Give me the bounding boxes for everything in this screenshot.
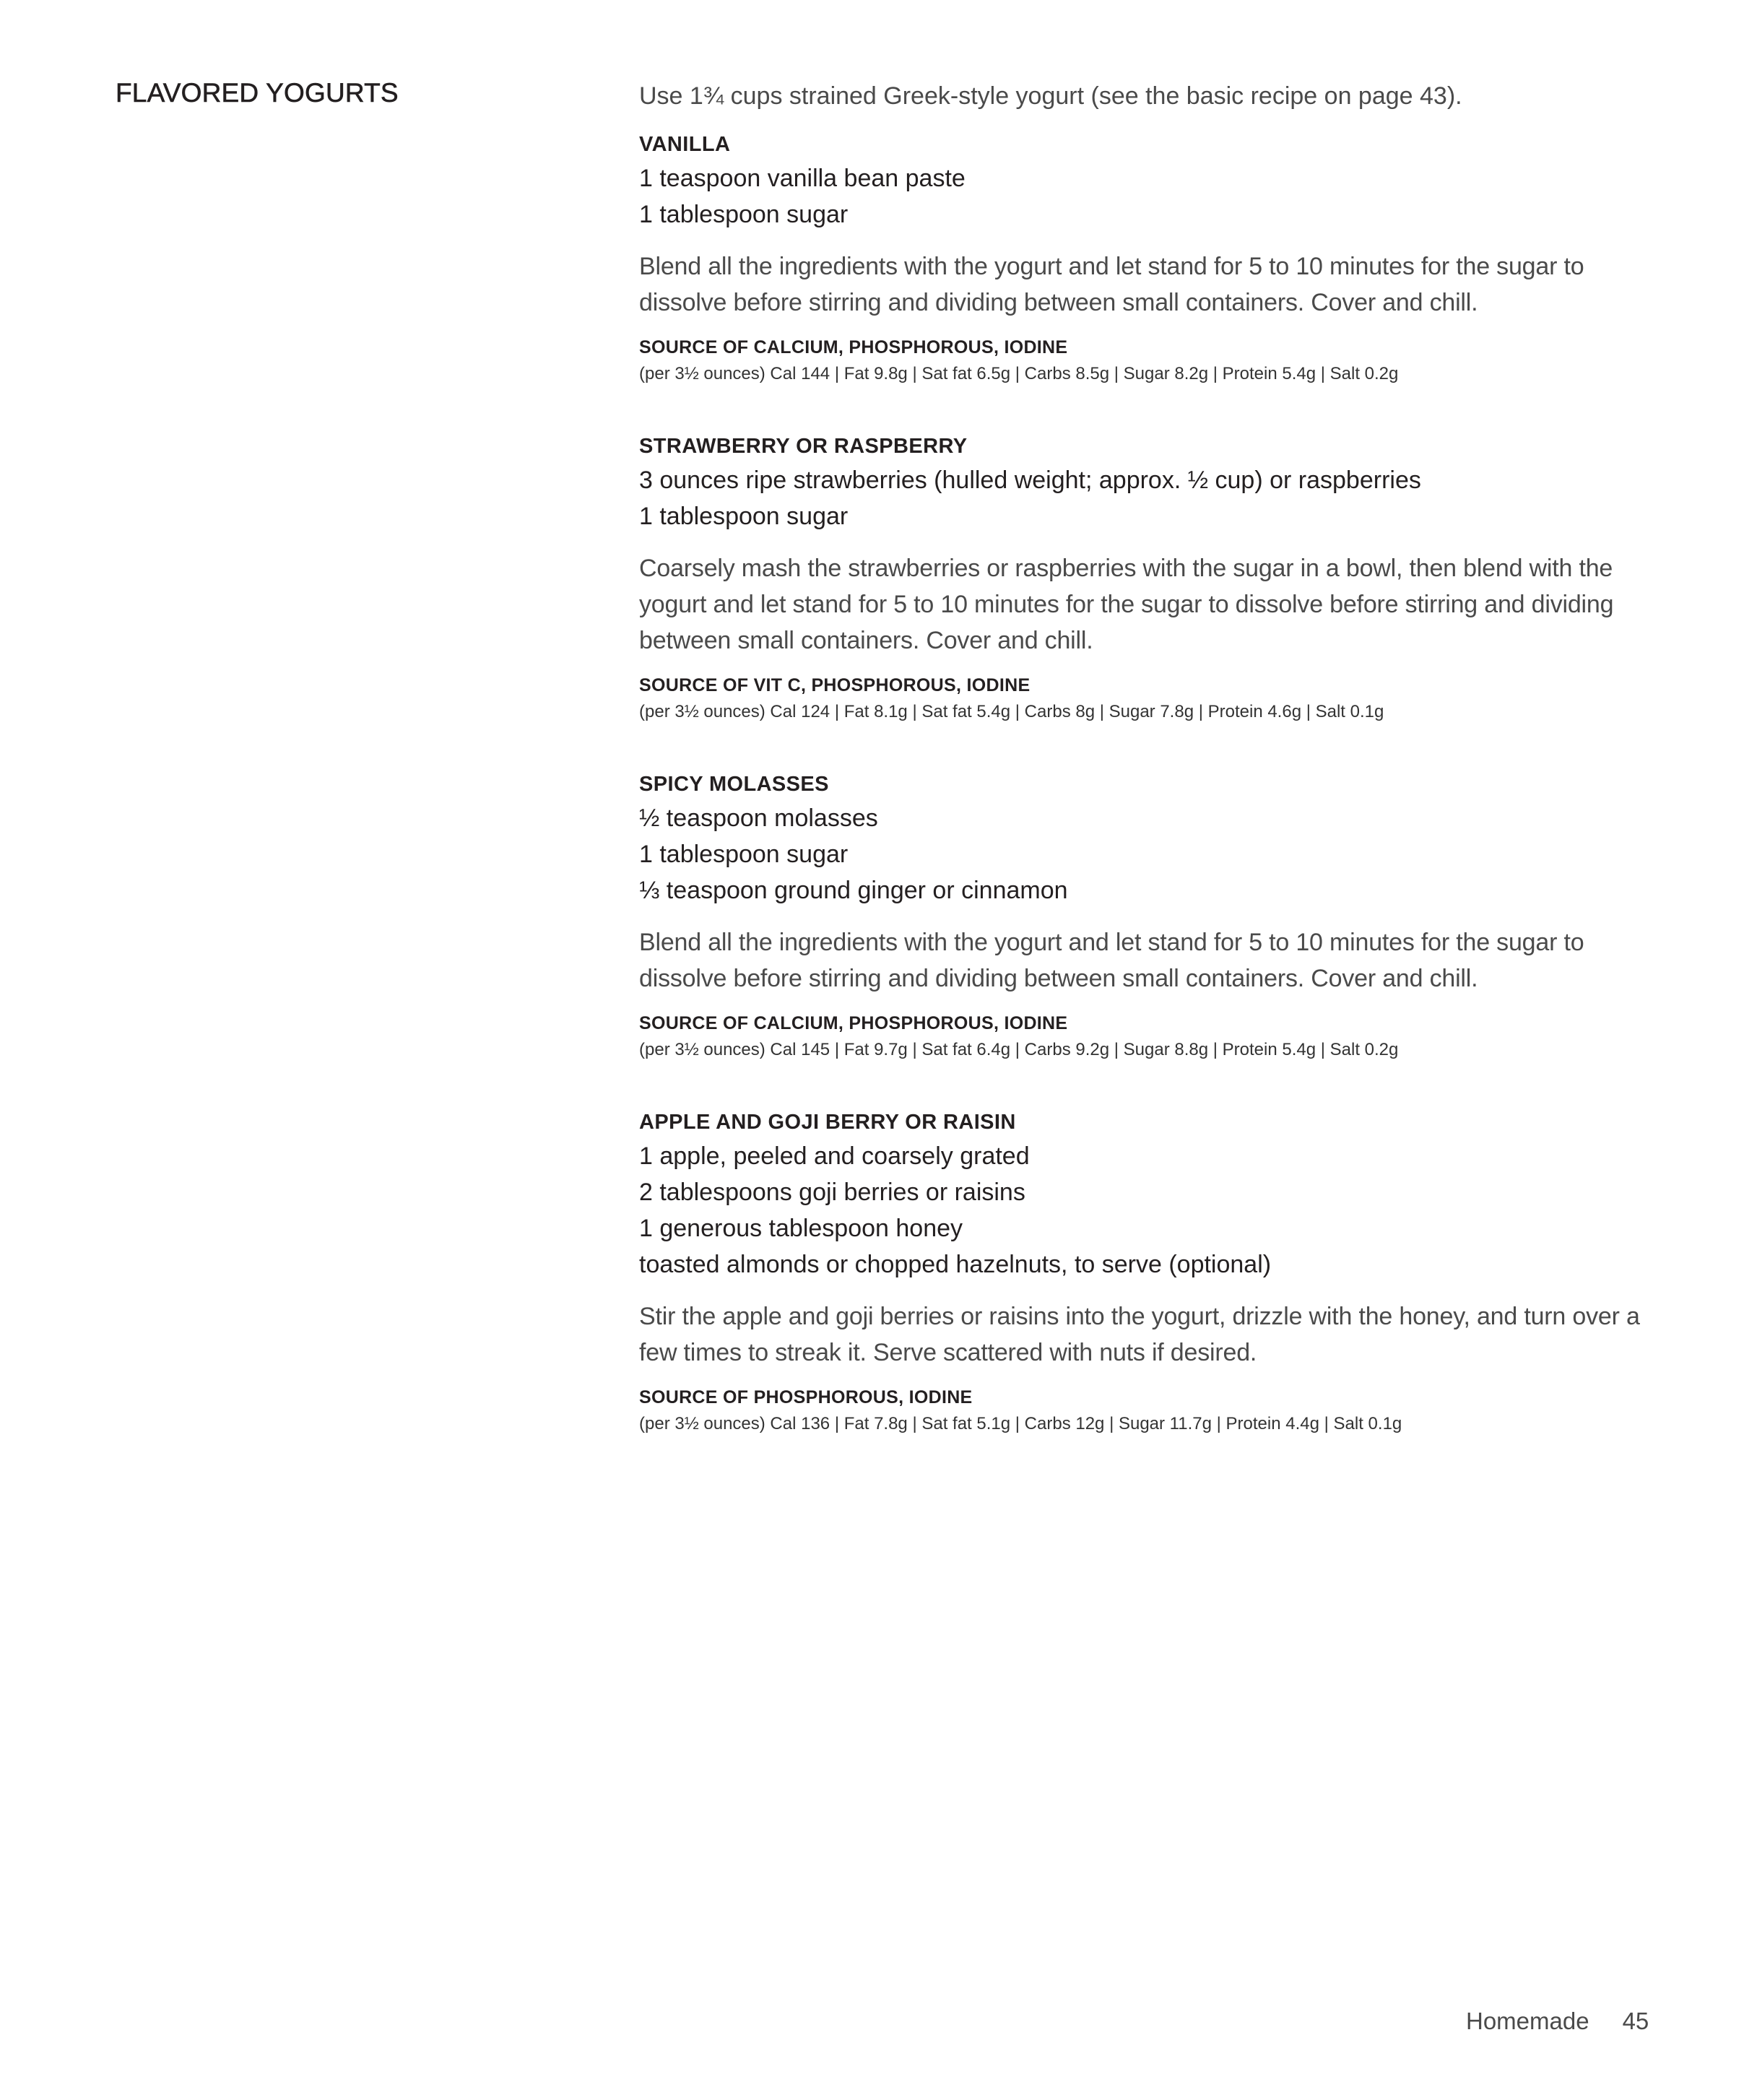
method-text: Stir the apple and goji berries or raisins into the yogurt, drizzle with the honey, and turn over a few times to streak it. Serve scattered with nuts if desired. <box>639 1303 1640 1366</box>
recipe-spicy-molasses <box>639 768 1665 1063</box>
ingredient-item: 1 apple, peeled and coarsely grated <box>639 1142 1030 1170</box>
ingredient-item: 1 tablespoon sugar <box>639 503 849 530</box>
method-text: Blend all the ingredients with the yogurt and let stand for 5 to 10 minutes for the sugar to dissolve before stirring and dividing between small containers. Cover and chill. <box>639 253 1584 316</box>
ingredient-list <box>639 800 1665 908</box>
method-text: Coarsely mash the strawberries or raspberries with the sugar in a bowl, then blend with the yogurt and let stand for 5 to 10 minutes for the sugar to dissolve before stirring and dividing between small containers. Cover and chill. <box>639 555 1614 654</box>
nutrition-title: SOURCE OF PHOSPHOROUS, IODINE <box>639 1387 973 1407</box>
nutrition-title: SOURCE OF VIT C, PHOSPHOROUS, IODINE <box>639 675 1031 695</box>
ingredient-item: 2 tablespoons goji berries or raisins <box>639 1179 1025 1206</box>
ingredient-item: ⅓ teaspoon ground ginger or cinnamon <box>639 877 1068 904</box>
nutrition-title: SOURCE OF CALCIUM, PHOSPHOROUS, IODINE <box>639 337 1068 357</box>
recipe-strawberry-raspberry <box>639 430 1665 725</box>
ingredient-item: 3 ounces ripe strawberries (hulled weight; approx. ½ cup) or raspberries <box>639 467 1421 494</box>
ingredient-item: 1 tablespoon sugar <box>639 201 849 228</box>
nutrition-values: (per 3½ ounces) Cal 124 | Fat 8.1g | Sat fat 5.4g | Carbs 8g | Sugar 7.8g | Protein 4.6g | Salt 0.1g <box>639 702 1384 721</box>
ingredient-item: ½ teaspoon molasses <box>639 804 878 832</box>
page-footer <box>1466 2008 1649 2035</box>
nutrition-values: (per 3½ ounces) Cal 145 | Fat 9.7g | Sat fat 6.4g | Carbs 9.2g | Sugar 8.8g | Protein 5.4g | Salt 0.2g <box>639 1040 1399 1059</box>
page-number: 45 <box>1622 2008 1649 2034</box>
ingredient-list <box>639 462 1665 534</box>
running-title: Homemade <box>1466 2008 1589 2034</box>
nutrition-values: (per 3½ ounces) Cal 136 | Fat 7.8g | Sat fat 5.1g | Carbs 12g | Sugar 11.7g | Protein 4.4g | Salt 0.1g <box>639 1414 1402 1433</box>
recipe-title: SPICY MOLASSES <box>639 773 829 796</box>
ingredient-item: 1 generous tablespoon honey <box>639 1215 963 1242</box>
ingredient-item: toasted almonds or chopped hazelnuts, to serve (optional) <box>639 1251 1272 1278</box>
ingredient-list <box>639 1138 1665 1283</box>
ingredient-item: 1 tablespoon sugar <box>639 841 849 868</box>
section-title: FLAVORED YOGURTS <box>116 78 399 108</box>
recipe-title: STRAWBERRY OR RASPBERRY <box>639 435 968 458</box>
nutrition-title: SOURCE OF CALCIUM, PHOSPHOROUS, IODINE <box>639 1013 1068 1033</box>
recipe-vanilla <box>639 129 1665 387</box>
recipe-apple-goji <box>639 1106 1665 1437</box>
recipe-title: VANILLA <box>639 133 731 156</box>
nutrition-values: (per 3½ ounces) Cal 144 | Fat 9.8g | Sat fat 6.5g | Carbs 8.5g | Sugar 8.2g | Protein 5.4g | Salt 0.2g <box>639 364 1399 383</box>
recipe-column <box>639 78 1665 1437</box>
method-text: Blend all the ingredients with the yogurt and let stand for 5 to 10 minutes for the sugar to dissolve before stirring and dividing between small containers. Cover and chill. <box>639 929 1584 992</box>
ingredient-item: 1 teaspoon vanilla bean paste <box>639 165 966 192</box>
intro-text: Use 1¾ cups strained Greek-style yogurt (see the basic recipe on page 43). <box>639 82 1462 110</box>
ingredient-list <box>639 160 1665 233</box>
recipe-title: APPLE AND GOJI BERRY OR RAISIN <box>639 1111 1016 1134</box>
